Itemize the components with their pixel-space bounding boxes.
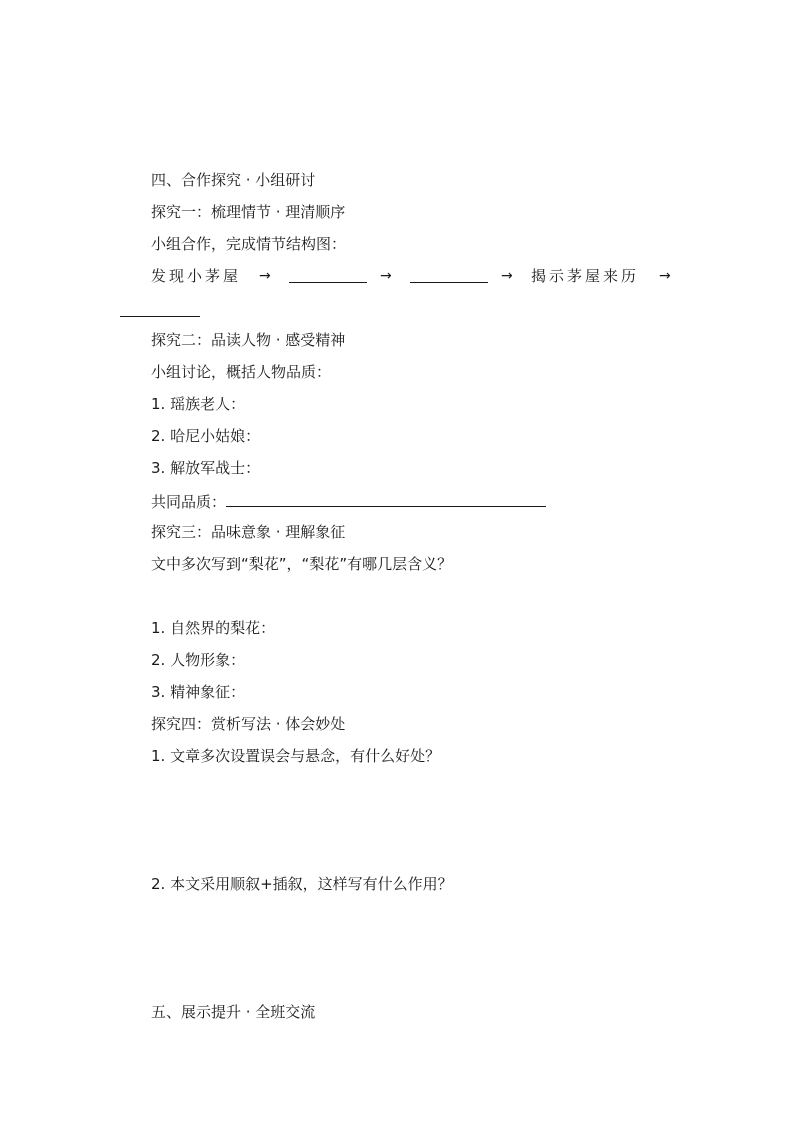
explore-4-question-2: 2. 本文采用顺叙+插叙，这样写有什么作用？ bbox=[151, 875, 453, 893]
flow-blank-1 bbox=[289, 266, 367, 283]
explore-1-instruction: 小组合作，完成情节结构图： bbox=[151, 235, 347, 253]
explore-2-instruction: 小组讨论，概括人物品质： bbox=[151, 363, 332, 381]
explore-3-item-1: 1. 自然界的梨花： bbox=[151, 619, 276, 637]
explore-2-item-3: 3. 解放军战士： bbox=[151, 459, 261, 477]
common-quality-label: 共同品质： bbox=[151, 493, 227, 511]
explore-4-question-1: 1. 文章多次设置误会与悬念，有什么好处？ bbox=[151, 747, 441, 765]
explore-2-item-2: 2. 哈尼小姑娘： bbox=[151, 427, 261, 445]
flow-blank-2 bbox=[410, 266, 488, 283]
explore-4-title: 探究四：赏析写法 · 体会妙处 bbox=[151, 715, 346, 733]
explore-1-title: 探究一：梳理情节 · 理清顺序 bbox=[151, 203, 346, 221]
explore-3-title: 探究三：品味意象 · 理解象征 bbox=[151, 523, 346, 541]
explore-2-item-1: 1. 瑶族老人： bbox=[151, 395, 246, 413]
common-quality-blank bbox=[226, 490, 546, 507]
common-quality-row bbox=[151, 490, 546, 512]
section-5-heading: 五、展示提升 · 全班交流 bbox=[151, 1003, 316, 1021]
explore-3-item-3: 3. 精神象征： bbox=[151, 683, 246, 701]
section-4-heading: 四、合作探究 · 小组研讨 bbox=[151, 171, 316, 189]
flow-arrow-2: → bbox=[380, 268, 392, 284]
flow-arrow-3: → bbox=[501, 268, 513, 284]
flow-arrow-4: → bbox=[659, 268, 671, 284]
flow-middle: 揭示茅屋来历 bbox=[531, 267, 640, 285]
explore-3-item-2: 2. 人物形象： bbox=[151, 651, 246, 669]
flow-arrow-1: → bbox=[259, 268, 271, 284]
explore-3-question: 文中多次写到“梨花”，“梨花”有哪几层含义？ bbox=[151, 555, 453, 573]
explore-2-title: 探究二：品读人物 · 感受精神 bbox=[151, 331, 346, 349]
flow-start: 发现小茅屋 bbox=[151, 267, 242, 285]
flow-blank-3 bbox=[120, 300, 200, 317]
